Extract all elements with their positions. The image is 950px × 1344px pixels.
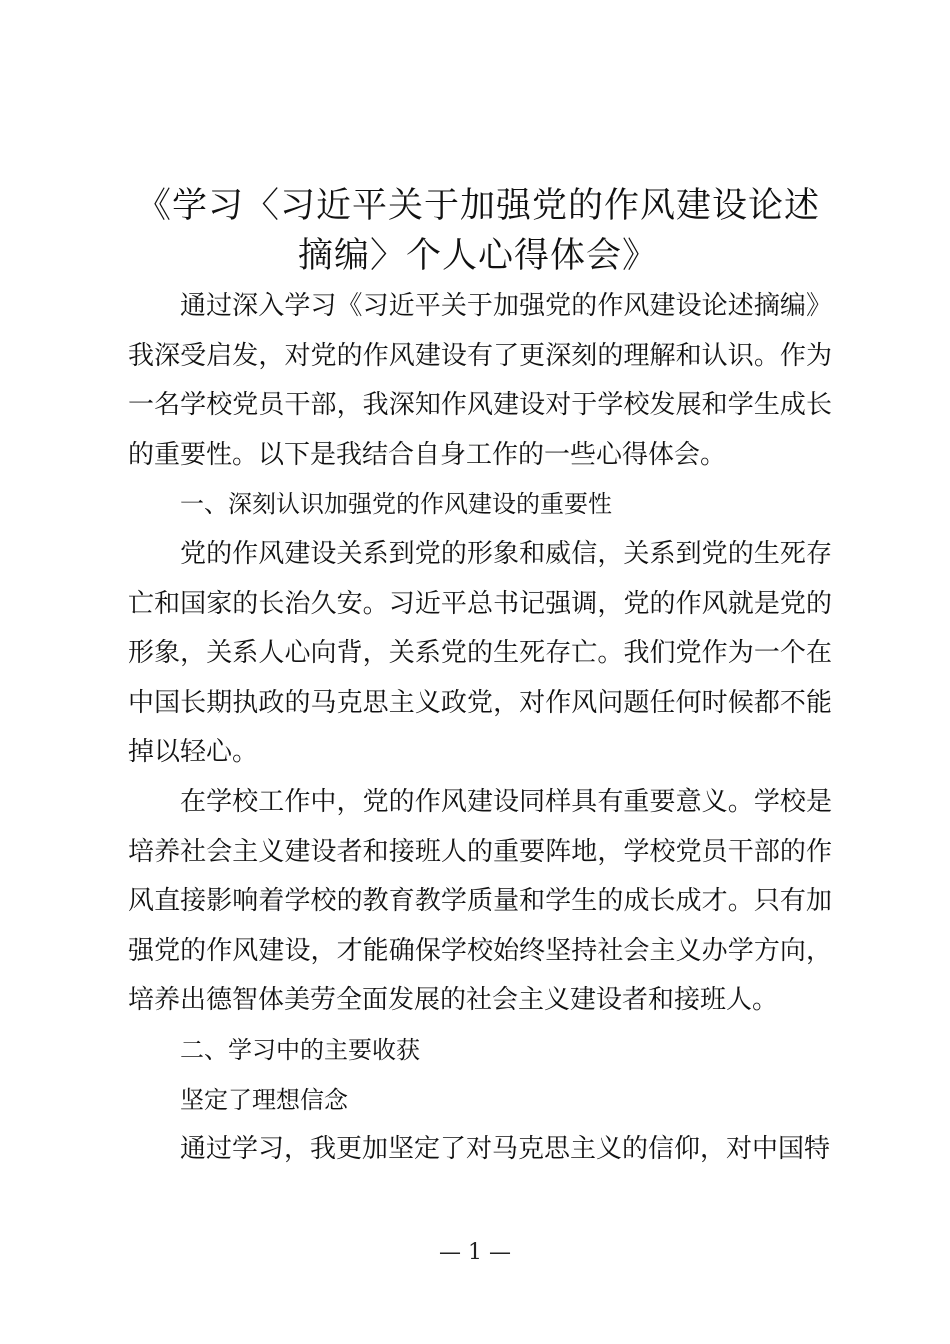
subsection-heading: 坚定了理想信念: [180, 1085, 348, 1114]
section-heading-1: 一、深刻认识加强党的作风建设的重要性: [180, 490, 612, 519]
page-number: — 1 —: [439, 1240, 511, 1265]
intro-paragraph: 通过深入学习《习近平关于加强党的作风建设论述摘编》我深受启发，对党的作风建设有了更深刻的理解和认识。作为一名学校党员干部，我深知作风建设对于学校发展和学生成长的重要性。以下是我结合自身工作的一些心得体会。: [128, 291, 832, 470]
section-heading-2: 二、学习中的主要收获: [180, 1035, 420, 1064]
body-paragraph: 在学校工作中，党的作风建设同样具有重要意义。学校是培养社会主义建设者和接班人的重要阵地，学校党员干部的作风直接影响着学校的教育教学质量和学生的成长成才。只有加强党的作风建设，才能确保学校始终坚持社会主义办学方向，培养出德智体美劳全面发展的社会主义建设者和接班人。: [128, 786, 832, 1016]
body-paragraph: 党的作风建设关系到党的形象和威信，关系到党的生死存亡和国家的长治久安。习近平总书记强调，党的作风就是党的形象，关系人心向背，关系党的生死存亡。我们党作为一个在中国长期执政的马克思主义政党，对作风问题任何时候都不能掉以轻心。: [128, 538, 832, 768]
document-body: [128, 282, 832, 1175]
body-paragraph: 通过学习，我更加坚定了对马克思主义的信仰，对中国特: [180, 1134, 831, 1165]
document-title: 《学习〈习近平关于加强党的作风建设论述摘编〉个人心得体会》: [135, 186, 820, 276]
